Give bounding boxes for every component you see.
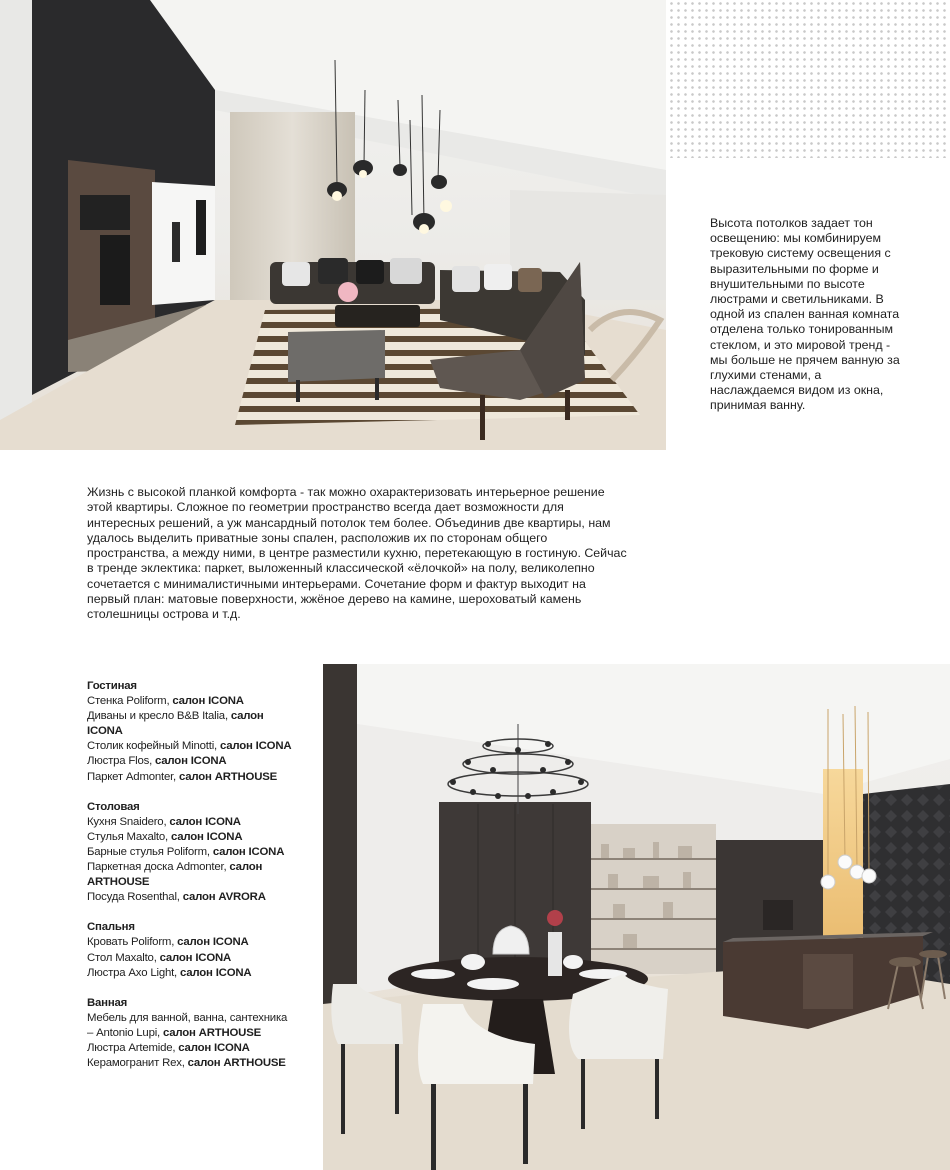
- dot-pattern-decoration: [668, 0, 950, 158]
- credit-item: Посуда Rosenthal, салон AVRORA: [87, 891, 266, 904]
- credit-item: Мебель для ванной, ванна, сантехника – Antonio Lupi, салон ARTHOUSE: [87, 1011, 288, 1039]
- credit-item: Столик кофейный Minotti, салон ICONA: [87, 740, 292, 753]
- credits-heading: Гостиная: [87, 680, 137, 692]
- credit-item: Кухня Snaidero, салон ICONA: [87, 815, 241, 828]
- furniture-credits: [87, 679, 292, 1086]
- side-column-text: Высота потолков задает тон освещению: мы комбинируем трековую систему освещения с выразительными по форме и внушительными по высоте люстрами и светильниками. В одной из спален ванная комната отделена только тонированным стеклом, и это мировой тренд - мы больше не прячем ванную за глухими стенами, а наслаждаемся видом из окна, принимая ванну.: [710, 216, 900, 413]
- credit-item: Стол Maxalto, салон ICONA: [87, 951, 232, 964]
- credit-item: Стулья Maxalto, салон ICONA: [87, 830, 243, 843]
- credit-item: Паркет Admonter, салон ARTHOUSE: [87, 770, 278, 783]
- dining-room-illustration: [323, 664, 950, 1170]
- credits-section-dining: [87, 800, 292, 906]
- credit-item: Люстра Axo Light, салон ICONA: [87, 966, 252, 979]
- living-room-illustration: [0, 0, 666, 450]
- credits-heading: Спальня: [87, 921, 135, 934]
- credit-item: Диваны и кресло B&B Italia, салон ICONA: [87, 710, 264, 738]
- credits-section-living: [87, 679, 292, 785]
- credits-section-bathroom: [87, 996, 292, 1071]
- credit-item: Паркетная доска Admonter, салон ARTHOUSE: [87, 861, 263, 889]
- living-room-photo: [0, 0, 666, 450]
- credit-item: Люстра Flos, салон ICONA: [87, 755, 227, 768]
- dining-room-photo: [323, 664, 950, 1170]
- credits-section-bedroom: [87, 920, 292, 980]
- intro-paragraph: Жизнь с высокой планкой комфорта - так можно охарактеризовать интерьерное решение этой квартиры. Сложное по геометрии пространство всегда дает возможности для интересных решений, а уж мансардный потолок тем более. Объединив две квартиры, нам удалось выделить приватные зоны спален, расположив их по сторонам общего пространства, а между ними, в центре разместили кухню, перетекающую в гостиную. Сейчас в тренде эклектика: паркет, выложенный классической «ёлочкой» на полу, великолепно сочетается с минималистичными интерьерами. Сочетание форм и фактур выходит на первый план: матовые поверхности, жжёное дерево на камине, шероховатый камень столешницы острова и т.д.: [87, 485, 627, 622]
- credit-item: Керамогранит Rex, салон ARTHOUSE: [87, 1057, 286, 1070]
- credits-heading: Столовая: [87, 800, 140, 813]
- credit-item: Кровать Poliform, салон ICONA: [87, 936, 249, 949]
- credit-item: Барные стулья Poliform, салон ICONA: [87, 845, 285, 858]
- credit-item: Стенка Poliform, салон ICONA: [87, 695, 244, 708]
- credit-item: Люстра Artemide, салон ICONA: [87, 1041, 250, 1054]
- credits-heading: Ванная: [87, 996, 128, 1009]
